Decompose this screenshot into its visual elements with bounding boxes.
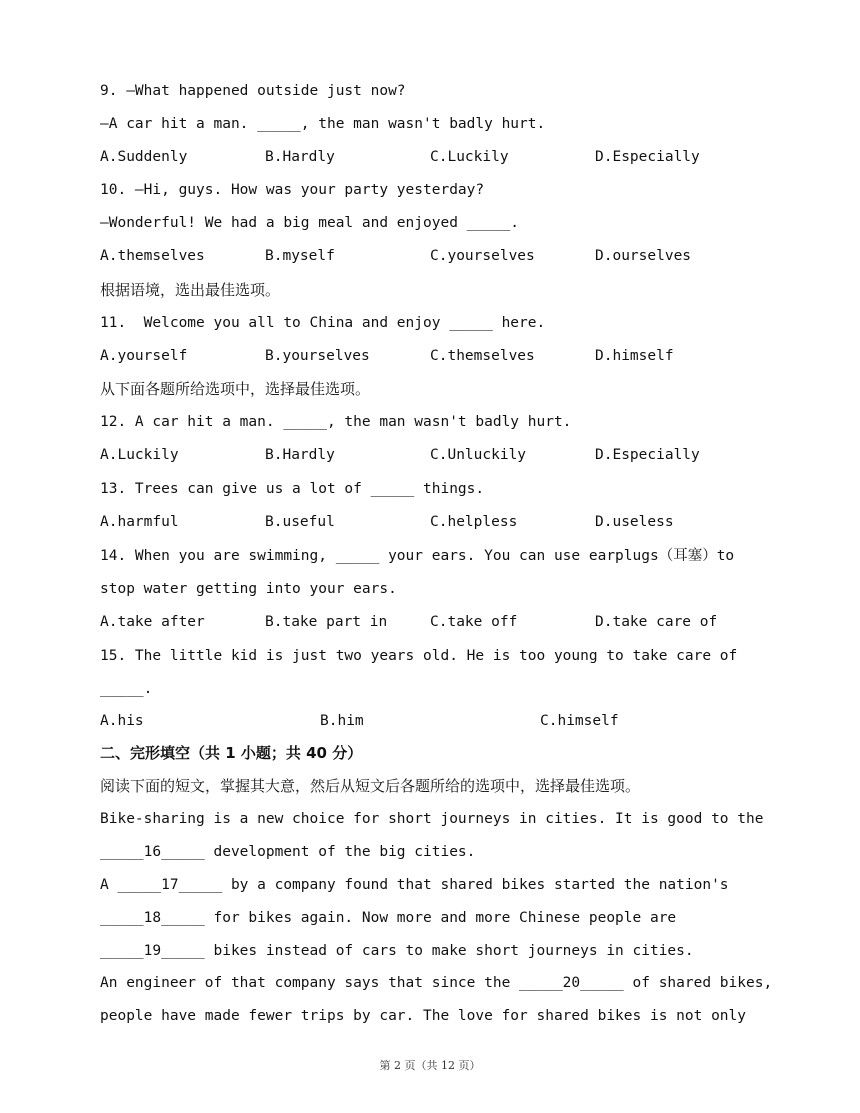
question-14-stem: 14. When you are swimming, _____ your ears. You can use earplugs（耳塞）to (100, 548, 735, 564)
question-12-options (100, 445, 760, 465)
question-11-stem: 11. Welcome you all to China and enjoy _____ here. (100, 315, 546, 331)
question-11-options (100, 346, 760, 366)
passage-line: people have made fewer trips by car. The love for shared bikes is not only (100, 1008, 747, 1024)
question-10-options (100, 246, 760, 266)
option-b: B.myself (265, 248, 335, 264)
option-c: C.themselves (430, 348, 535, 364)
option-c: C.yourselves (430, 248, 535, 264)
passage-line: A _____17_____ by a company found that shared bikes started the nation's (100, 877, 729, 893)
question-10-stem: 10. —Hi, guys. How was your party yesterday? (100, 182, 485, 198)
question-13-options (100, 512, 760, 532)
question-14-line2: stop water getting into your ears. (100, 581, 397, 597)
option-d: D.Especially (595, 447, 700, 463)
page-number-footer: 第 2 页（共 12 页） (379, 1059, 481, 1072)
question-10-line2: —Wonderful! We had a big meal and enjoyed _____. (100, 215, 520, 231)
option-b: B.useful (265, 514, 335, 530)
question-15-line2: _____. (100, 681, 153, 697)
instruction-1: 根据语境，选出最佳选项。 (100, 281, 281, 299)
option-d: D.ourselves (595, 248, 692, 264)
passage-line: An engineer of that company says that since the _____20_____ of shared bikes, (100, 975, 773, 991)
question-13-stem: 13. Trees can give us a lot of _____ things. (100, 481, 485, 497)
option-d: D.Especially (595, 149, 700, 165)
option-a: A.Luckily (100, 447, 179, 463)
option-a: A.his (100, 713, 144, 729)
option-a: A.harmful (100, 514, 179, 530)
question-9-stem: 9. —What happened outside just now? (100, 83, 406, 99)
passage-line: Bike-sharing is a new choice for short journeys in cities. It is good to the (100, 811, 764, 827)
option-c: C.himself (540, 713, 619, 729)
section-2-heading: 二、完形填空（共 1 小题；共 40 分） (100, 744, 363, 762)
option-d: D.take care of (595, 614, 718, 630)
question-9-line2: —A car hit a man. _____, the man wasn't badly hurt. (100, 116, 546, 132)
question-14-options (100, 612, 760, 632)
option-b: B.him (320, 713, 364, 729)
option-a: A.Suddenly (100, 149, 188, 165)
option-b: B.Hardly (265, 149, 335, 165)
question-15-options (100, 711, 760, 731)
option-d: D.useless (595, 514, 674, 530)
passage-line: _____16_____ development of the big cities. (100, 844, 476, 860)
question-15-stem: 15. The little kid is just two years old. He is too young to take care of (100, 648, 738, 664)
option-c: C.helpless (430, 514, 518, 530)
option-d: D.himself (595, 348, 674, 364)
option-c: C.Luckily (430, 149, 509, 165)
question-9-options (100, 147, 760, 167)
option-c: C.take off (430, 614, 518, 630)
option-b: B.yourselves (265, 348, 370, 364)
option-a: A.yourself (100, 348, 188, 364)
passage-line: _____18_____ for bikes again. Now more and more Chinese people are (100, 910, 677, 926)
question-12-stem: 12. A car hit a man. _____, the man wasn't badly hurt. (100, 414, 572, 430)
option-a: A.take after (100, 614, 205, 630)
section-2-instruction: 阅读下面的短文，掌握其大意，然后从短文后各题所给的选项中，选择最佳选项。 (100, 777, 641, 795)
option-a: A.themselves (100, 248, 205, 264)
option-b: B.take part in (265, 614, 388, 630)
option-c: C.Unluckily (430, 447, 527, 463)
passage-line: _____19_____ bikes instead of cars to make short journeys in cities. (100, 943, 694, 959)
option-b: B.Hardly (265, 447, 335, 463)
instruction-2: 从下面各题所给选项中，选择最佳选项。 (100, 380, 371, 398)
